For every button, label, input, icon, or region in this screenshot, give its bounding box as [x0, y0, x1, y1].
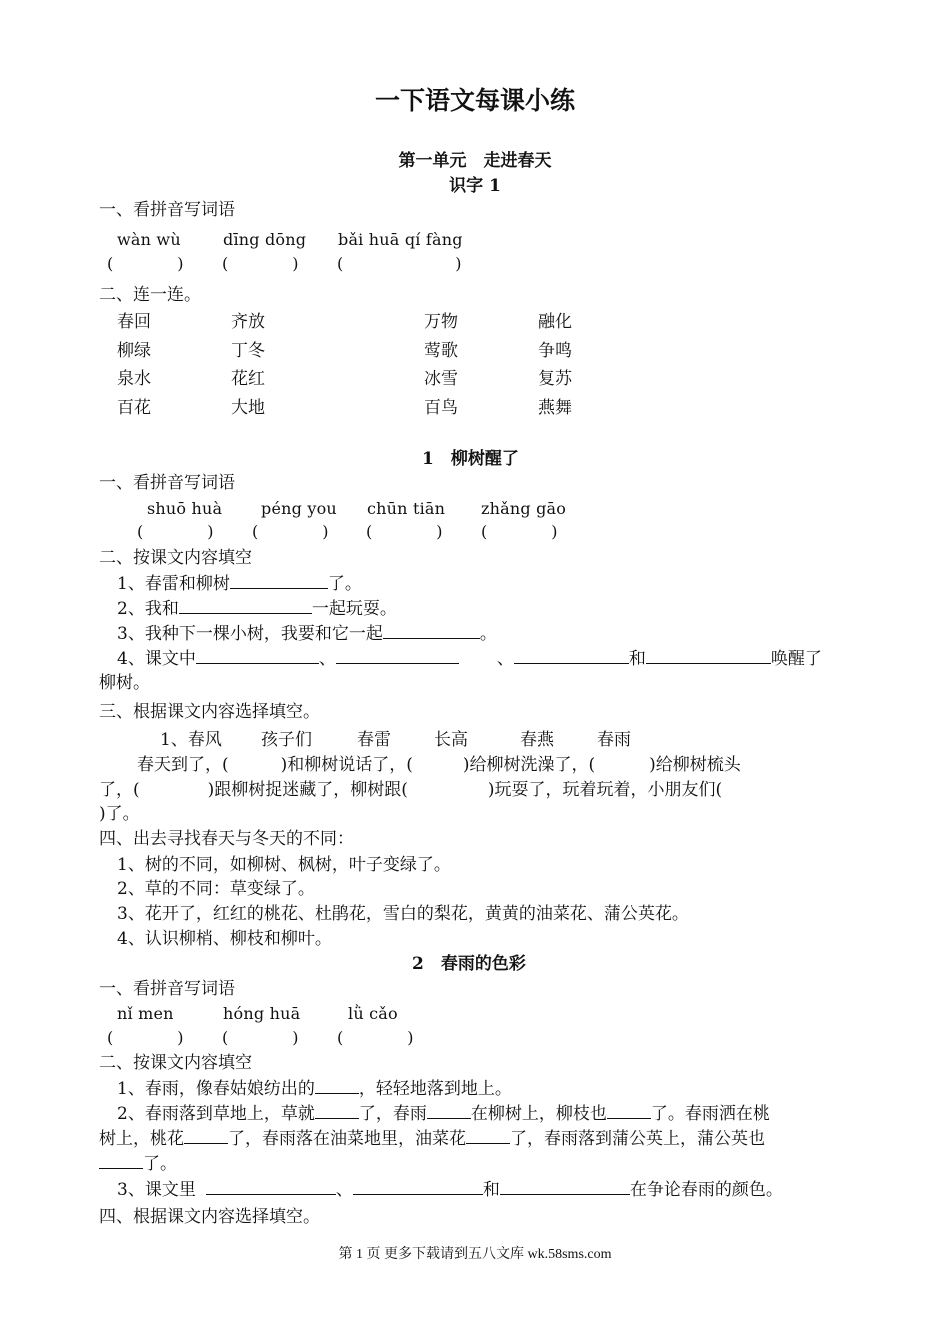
answer-blank[interactable]: ( ) [337, 1028, 414, 1047]
fill-text: ，轻轻地落到地上。 [358, 1079, 512, 1099]
fill-text: 2、我和 [117, 599, 179, 619]
list-item: 3、花开了，红红的桃花、杜鹃花，雪白的梨花，黄黄的油菜花、蒲公英花。 [117, 904, 689, 924]
match-item[interactable]: 复苏 [538, 369, 572, 389]
match-item[interactable]: 齐放 [231, 312, 265, 332]
fill-blank[interactable] [500, 1179, 630, 1195]
fill-line [99, 1153, 177, 1174]
paragraph-text: )跟柳树捉迷藏了，柳树跟( [207, 780, 408, 800]
choice-word: 春燕 [520, 730, 554, 750]
fill-line [117, 1078, 512, 1099]
fill-text: 和 [482, 1180, 500, 1200]
section-title: 一、看拼音写词语 [99, 473, 235, 493]
answer-blank[interactable]: ( ) [366, 522, 443, 541]
pinyin-item: dīng dōng [223, 230, 307, 249]
fill-blank[interactable] [336, 648, 459, 664]
pinyin-item: wàn wù [117, 230, 181, 249]
fill-text: 树上，桃花 [99, 1129, 184, 1149]
pinyin-item: bǎi huā qí fàng [338, 230, 463, 249]
fill-blank[interactable] [315, 1078, 359, 1094]
fill-blank[interactable] [179, 598, 312, 614]
fill-text: 柳树。 [99, 673, 150, 693]
fill-text: 3、我种下一棵小树，我要和它一起 [117, 624, 383, 644]
match-item[interactable]: 百花 [117, 398, 151, 418]
answer-blank[interactable]: ( ) [222, 1028, 299, 1047]
answer-blank[interactable]: ( ) [481, 522, 558, 541]
match-item[interactable]: 融化 [538, 312, 572, 332]
fill-text: 在柳树上，柳枝也 [470, 1104, 607, 1124]
section-title: 四、出去寻找春天与冬天的不同： [99, 829, 354, 849]
choice-word: 春雷 [357, 730, 391, 750]
choice-word: 孩子们 [261, 730, 312, 750]
choice-word: 1、春风 [160, 730, 222, 750]
fill-blank[interactable] [466, 1128, 510, 1144]
fill-text: 了，春雨落在油菜地里，油菜花 [228, 1129, 466, 1149]
fill-line [117, 1103, 770, 1124]
fill-text: 。 [479, 624, 497, 644]
match-item[interactable]: 柳绿 [117, 341, 151, 361]
match-item[interactable]: 泉水 [117, 369, 151, 389]
fill-line [117, 573, 362, 594]
section-title: 二、连一连。 [99, 285, 201, 305]
answer-blank[interactable]: ( ) [222, 254, 299, 273]
section-title: 三、根据课文内容选择填空。 [99, 702, 320, 722]
fill-text: 了。春雨洒在桃 [650, 1104, 770, 1124]
paragraph-text: )给柳树洗澡了，( [462, 755, 596, 775]
match-item[interactable]: 争鸣 [538, 341, 572, 361]
fill-text: 、 [496, 649, 514, 669]
fill-line [117, 598, 397, 619]
list-item: 1、树的不同，如柳树、枫树，叶子变绿了。 [117, 855, 451, 875]
fill-blank[interactable] [230, 573, 328, 589]
match-item[interactable]: 花红 [231, 369, 265, 389]
answer-blank[interactable]: ( ) [137, 522, 214, 541]
fill-line [99, 1128, 765, 1149]
match-item[interactable]: 莺歌 [424, 341, 458, 361]
fill-blank[interactable] [646, 648, 771, 664]
unit-heading: 第一单元 走进春天 [398, 151, 552, 171]
section-title: 一、看拼音写词语 [99, 979, 235, 999]
fill-line [117, 648, 822, 669]
pinyin-item: péng you [261, 499, 337, 518]
match-item[interactable]: 百鸟 [424, 398, 458, 418]
answer-blank[interactable]: ( ) [107, 254, 184, 273]
pinyin-item: lǜ cǎo [348, 1004, 398, 1023]
pinyin-item: chūn tiān [367, 499, 446, 518]
page-footer: 第 1 页 更多下载请到五八文库 wk.58sms.com [338, 1247, 612, 1262]
fill-line [117, 1179, 783, 1200]
fill-text: 在争论春雨的颜色。 [629, 1180, 783, 1200]
fill-blank[interactable] [353, 1179, 483, 1195]
pinyin-item: nǐ men [117, 1004, 174, 1023]
match-item[interactable]: 大地 [231, 398, 265, 418]
paragraph-text: )和柳树说话了，( [280, 755, 413, 775]
answer-blank[interactable]: ( ) [337, 254, 462, 273]
paragraph-text: )了。 [99, 804, 140, 824]
section-title: 二、按课文内容填空 [99, 548, 252, 568]
fill-blank[interactable] [206, 1179, 336, 1195]
paragraph-text: 了，( [99, 780, 140, 800]
pinyin-item: zhǎng gāo [481, 499, 567, 518]
fill-text: 了。 [143, 1154, 177, 1174]
fill-blank[interactable] [607, 1103, 651, 1119]
fill-text: 1、春雷和柳树 [117, 574, 230, 594]
lesson-heading: 2 春雨的色彩 [412, 954, 526, 974]
choice-word: 长高 [434, 730, 468, 750]
fill-blank[interactable] [427, 1103, 471, 1119]
fill-text: 、 [318, 649, 336, 669]
pinyin-item: shuō huà [147, 499, 223, 518]
fill-blank[interactable] [99, 1153, 143, 1169]
list-item: 2、草的不同：草变绿了。 [117, 879, 315, 899]
answer-blank[interactable]: ( ) [252, 522, 329, 541]
section-title: 二、按课文内容填空 [99, 1053, 252, 1073]
match-item[interactable]: 万物 [424, 312, 458, 332]
match-item[interactable]: 冰雪 [424, 369, 458, 389]
pinyin-item: hóng huā [223, 1004, 301, 1023]
paragraph-text: )给柳树梳头 [649, 755, 741, 775]
fill-text: 4、课文中 [117, 649, 196, 669]
unit-subheading: 识字 1 [449, 176, 501, 196]
fill-text: 2、春雨落到草地上，草就 [117, 1104, 315, 1124]
paragraph-text: )玩耍了，玩着玩着，小朋友们( [487, 780, 723, 800]
fill-text: 一起玩耍。 [311, 599, 397, 619]
lesson-heading: 1 柳树醒了 [422, 449, 519, 469]
fill-text: 了，春雨 [358, 1104, 427, 1124]
match-item[interactable]: 春回 [117, 312, 151, 332]
section-title: 四、根据课文内容选择填空。 [99, 1207, 320, 1227]
choice-word: 春雨 [597, 730, 631, 750]
match-item[interactable]: 燕舞 [538, 398, 572, 418]
fill-blank[interactable] [514, 648, 629, 664]
section-title: 一、看拼音写词语 [99, 200, 235, 220]
fill-text: 了，春雨落到蒲公英上，蒲公英也 [510, 1129, 765, 1149]
paragraph-line [137, 755, 741, 775]
fill-text: 了。 [327, 574, 362, 594]
paragraph-line [99, 780, 722, 800]
fill-line [117, 623, 497, 644]
document-title: 一下语文每课小练 [374, 86, 575, 115]
fill-blank[interactable] [383, 623, 480, 639]
fill-blank[interactable] [196, 648, 319, 664]
list-item: 4、认识柳梢、柳枝和柳叶。 [117, 929, 332, 949]
fill-blank[interactable] [315, 1103, 359, 1119]
fill-blank[interactable] [184, 1128, 228, 1144]
fill-text: 、 [335, 1180, 353, 1200]
fill-text: 和 [628, 649, 646, 669]
fill-text: 3、课文里 [117, 1180, 196, 1200]
answer-blank[interactable]: ( ) [107, 1028, 184, 1047]
fill-text: 1、春雨，像春姑娘纺出的 [117, 1079, 315, 1099]
paragraph-text: 春天到了，( [137, 755, 229, 775]
fill-text: 唤醒了 [770, 649, 822, 669]
match-item[interactable]: 丁冬 [231, 341, 265, 361]
